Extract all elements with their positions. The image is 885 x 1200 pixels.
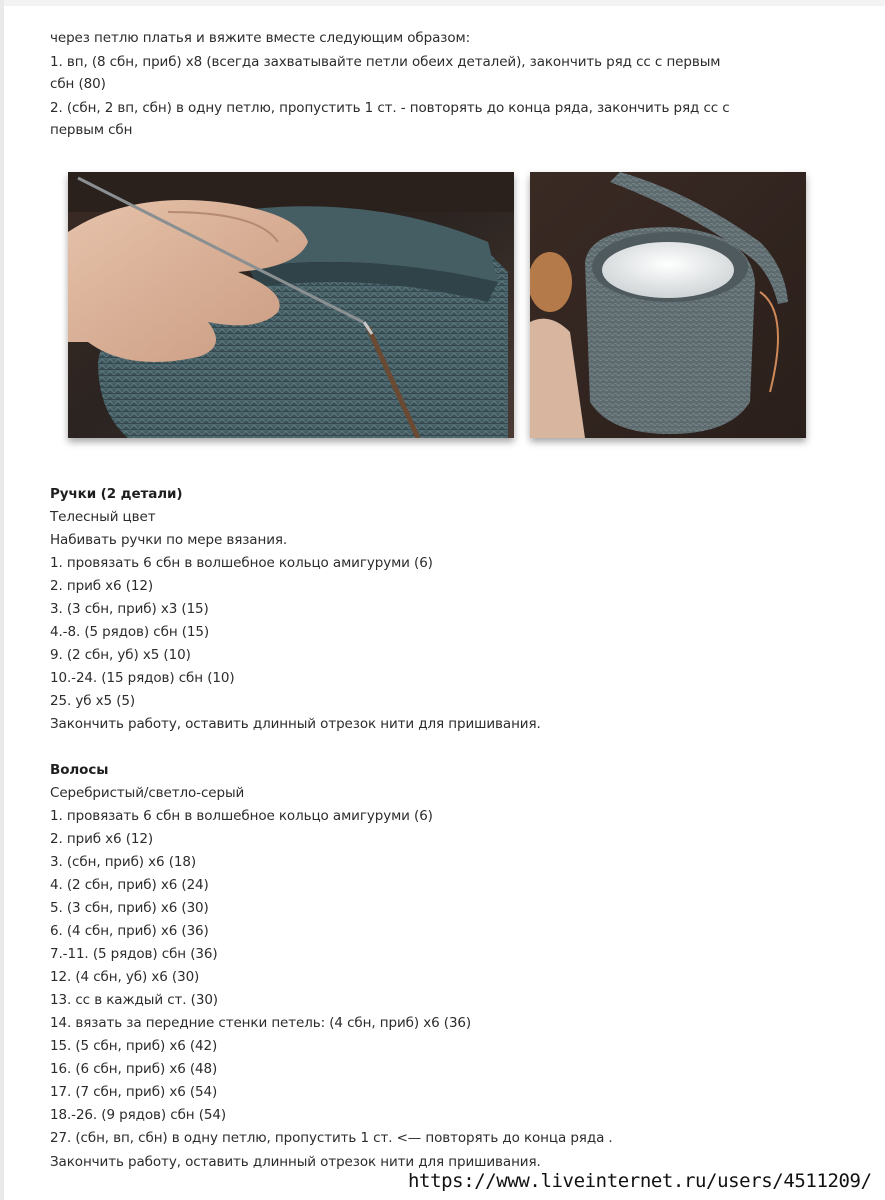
intro-line: через петлю платья и вяжите вместе следующим образом: [50,30,471,46]
handles-line: Телесный цвет [50,509,156,525]
hair-line: 14. вязать за передние стенки петель: (4 сбн, приб) х6 (36) [50,1015,472,1031]
hair-line: 5. (3 сбн, приб) х6 (30) [50,900,209,916]
stuffed-crochet-body-photo [530,172,806,438]
handles-line: 1. провязать 6 сбн в волшебное кольцо амигуруми (6) [50,555,433,571]
handles-line: 25. уб х5 (5) [50,693,136,709]
hair-line: 2. приб х6 (12) [50,831,154,847]
intro-line: 1. вп, (8 сбн, приб) х8 (всегда захватывайте петли обеих деталей), закончить ряд сс с первым [50,54,721,70]
intro-line: 2. (сбн, 2 вп, сбн) в одну петлю, пропустить 1 ст. - повторять до конца ряда, закончить ряд сс с [50,100,730,116]
page-left-edge [0,0,4,1200]
section-heading: Ручки (2 детали) [50,486,183,502]
hair-line: 13. сс в каждый ст. (30) [50,992,218,1008]
hair-line: 6. (4 сбн, приб) х6 (36) [50,923,209,939]
handles-line: 9. (2 сбн, уб) х5 (10) [50,647,191,663]
hair-line: Закончить работу, оставить длинный отрезок нити для пришивания. [50,1154,541,1170]
intro-line: сбн (80) [50,76,106,92]
hair-line: 27. (сбн, вп, сбн) в одну петлю, пропустить 1 ст. <— повторять до конца ряда . [50,1130,613,1146]
hair-line: 16. (6 сбн, приб) х6 (48) [50,1061,218,1077]
crochet-hook-knitting-photo [68,172,514,438]
photo-strip [68,172,808,442]
hair-line: 12. (4 сбн, уб) х6 (30) [50,969,200,985]
hair-line: 7.-11. (5 рядов) сбн (36) [50,946,218,962]
hair-line: 4. (2 сбн, приб) х6 (24) [50,877,209,893]
section-heading: Волосы [50,762,109,778]
handles-line: 2. приб х6 (12) [50,578,154,594]
handles-line: 3. (3 сбн, приб) х3 (15) [50,601,209,617]
hair-line: 15. (5 сбн, приб) х6 (42) [50,1038,218,1054]
hair-line: 18.-26. (9 рядов) сбн (54) [50,1107,227,1123]
handles-line: Набивать ручки по мере вязания. [50,532,288,548]
hair-line: 3. (сбн, приб) х6 (18) [50,854,197,870]
page-top-edge [0,0,885,6]
handles-line: Закончить работу, оставить длинный отрезок нити для пришивания. [50,716,541,732]
hair-line: Серебристый/светло-серый [50,785,245,801]
handles-line: 4.-8. (5 рядов) сбн (15) [50,624,210,640]
intro-line: первым сбн [50,122,133,138]
hair-line: 1. провязать 6 сбн в волшебное кольцо амигуруми (6) [50,808,433,824]
handles-line: 10.-24. (15 рядов) сбн (10) [50,670,235,686]
hair-line: 17. (7 сбн, приб) х6 (54) [50,1084,218,1100]
source-url-watermark: https://www.liveinternet.ru/users/4511209/ [408,1170,872,1192]
